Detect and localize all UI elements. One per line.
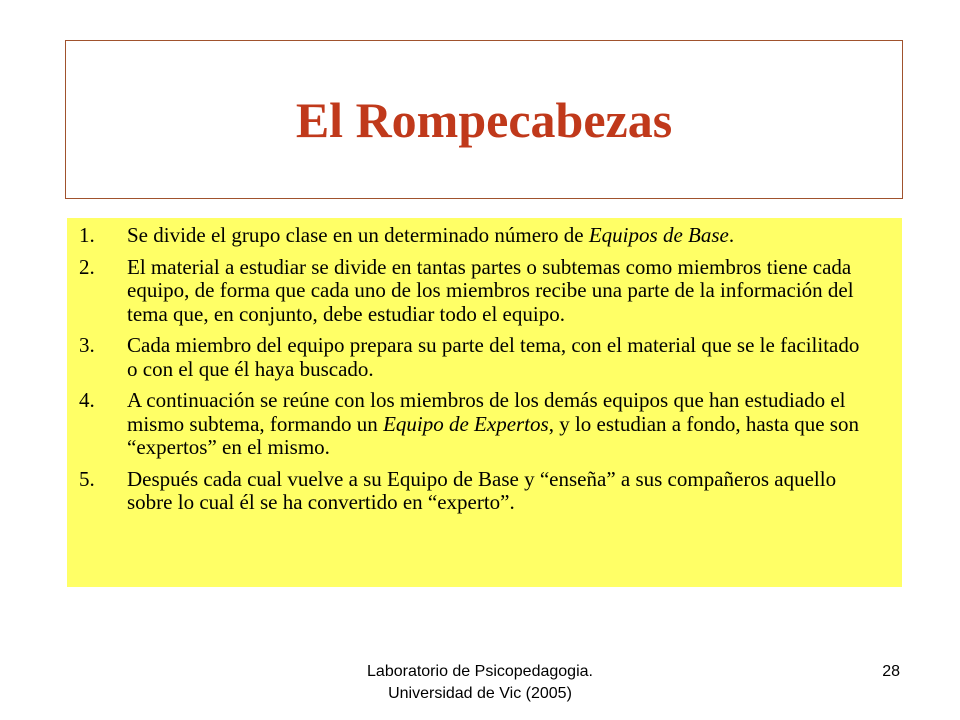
step-text-run: El material a estudiar se divide en tantas partes o subtemas como miembros tiene cada equipo, de forma que cada uno de los miembros recibe una parte de la información del tema que, en conjunto, debe estudiar todo el equipo.	[127, 254, 854, 326]
step-text-emphasis: Equipos de Base	[588, 223, 729, 247]
title-box	[65, 40, 903, 199]
step-item	[79, 468, 872, 515]
steps-panel	[67, 218, 902, 587]
step-text	[127, 224, 872, 248]
footer-line-1: Laboratorio de Psicopedagogia.	[367, 663, 593, 680]
step-text-run: , y lo estudian a fondo, hasta que son “expertos” en el mismo.	[127, 411, 859, 459]
slide-title: El Rompecabezas	[295, 91, 673, 148]
page-number: 28	[882, 663, 900, 680]
step-number: 1.	[79, 223, 95, 247]
step-item	[79, 334, 872, 381]
step-text-run: .	[728, 223, 735, 247]
step-item	[79, 389, 872, 460]
step-text	[127, 468, 872, 515]
step-text-run: Cada miembro del equipo prepara su parte del tema, con el material que se le facilitado o con el que él haya buscado.	[127, 333, 860, 381]
step-item	[79, 224, 872, 248]
step-number: 3.	[79, 333, 95, 357]
step-text-emphasis: Equipo de Expertos	[383, 411, 549, 436]
step-number: 2.	[79, 254, 95, 279]
step-number: 5.	[79, 466, 95, 491]
footer-note	[320, 661, 640, 705]
step-item	[79, 256, 872, 327]
step-text-run: Después cada cual vuelve a su Equipo de Base y “enseña” a sus compañeros aquello sobre lo cual él se ha convertido en “experto”.	[127, 466, 837, 514]
step-text	[127, 389, 872, 460]
footer-line-2: Universidad de Vic (2005)	[388, 685, 572, 702]
step-text-run: A continuación se reúne con los miembros de los demás equipos que han estudiado el mismo subtema, formando un	[127, 388, 846, 436]
step-text	[127, 334, 872, 381]
step-number: 4.	[79, 388, 95, 412]
steps-list	[79, 224, 872, 515]
step-text-run: Se divide el grupo clase en un determinado número de	[127, 223, 589, 247]
step-text	[127, 256, 872, 327]
